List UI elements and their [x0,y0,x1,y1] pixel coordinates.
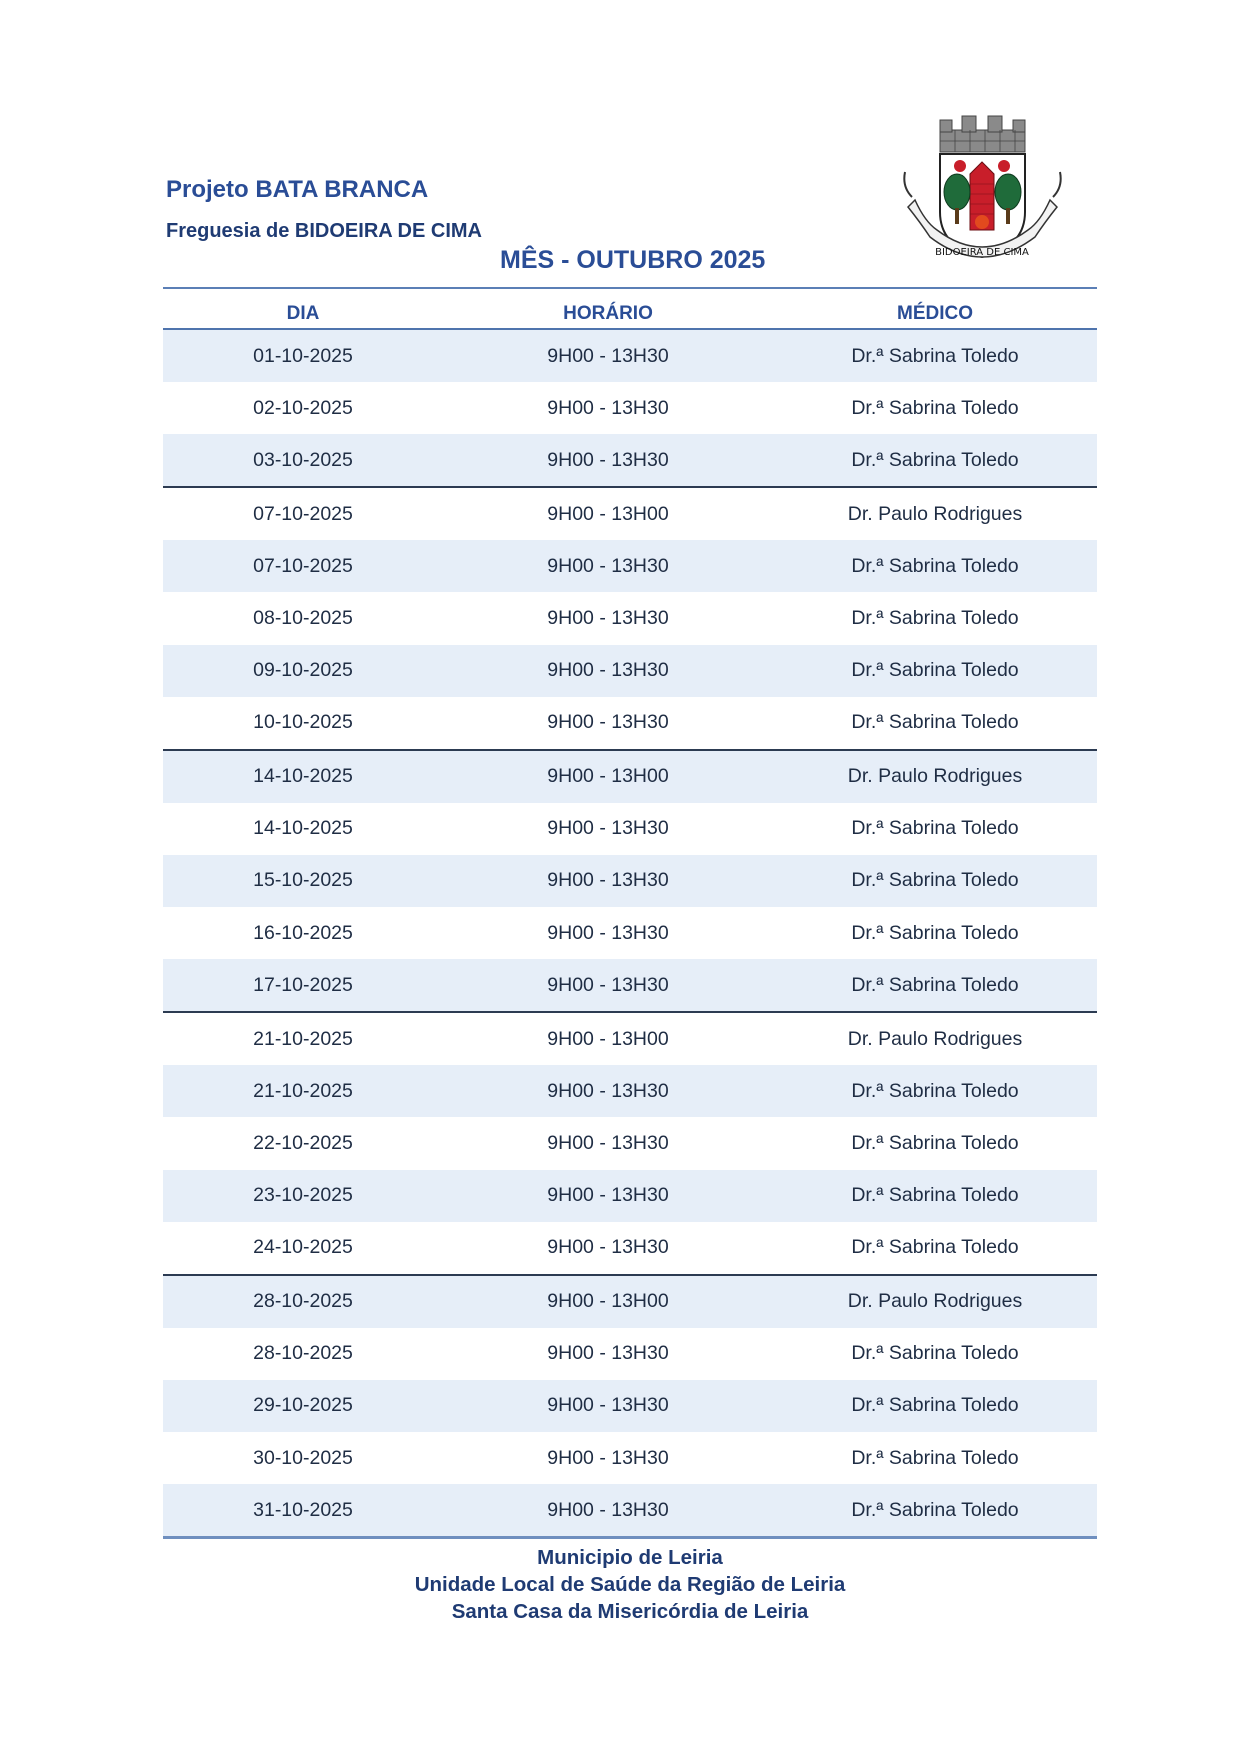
cell-dia: 14-10-2025 [253,765,353,788]
cell-medico: Dr.ª Sabrina Toledo [851,554,1019,577]
cell-horario: 9H00 - 13H30 [547,1236,669,1259]
footer-line-health-unit: Unidade Local de Saúde da Região de Leiria [414,1573,846,1596]
column-header-horario: HORÁRIO [563,303,653,324]
table-row [163,1222,1097,1274]
cell-horario: 9H00 - 13H30 [547,711,669,734]
cell-medico: Dr. Paulo Rodrigues [847,502,1023,525]
cell-horario: 9H00 - 13H30 [547,1342,669,1365]
svg-text:BIDOEIRA DE CIMA: BIDOEIRA DE CIMA [935,247,1029,258]
cell-horario: 9H00 - 13H30 [547,921,669,944]
table-row [163,697,1097,749]
cell-horario: 9H00 - 13H30 [547,1394,669,1417]
cell-dia: 03-10-2025 [253,448,353,471]
coat-of-arms-icon [900,112,1065,272]
cell-horario: 9H00 - 13H30 [547,869,669,892]
table-row [163,330,1097,382]
cell-horario: 9H00 - 13H30 [547,1498,669,1521]
cell-horario: 9H00 - 13H00 [547,1027,669,1050]
table-row [163,749,1097,803]
cell-medico: Dr.ª Sabrina Toledo [851,1079,1019,1102]
cell-horario: 9H00 - 13H30 [547,554,669,577]
cell-medico: Dr. Paulo Rodrigues [847,1290,1023,1313]
cell-dia: 14-10-2025 [253,817,353,840]
cell-medico: Dr.ª Sabrina Toledo [851,607,1019,630]
cell-horario: 9H00 - 13H00 [547,502,669,525]
cell-horario: 9H00 - 13H00 [547,765,669,788]
cell-medico: Dr.ª Sabrina Toledo [851,448,1019,471]
cell-medico: Dr.ª Sabrina Toledo [851,659,1019,682]
table-row [163,1380,1097,1432]
cell-medico: Dr.ª Sabrina Toledo [851,817,1019,840]
cell-medico: Dr.ª Sabrina Toledo [851,1184,1019,1207]
cell-dia: 30-10-2025 [253,1446,353,1469]
cell-dia: 09-10-2025 [253,659,353,682]
footer-line-municipality: Municipio de Leiria [537,1546,723,1569]
cell-medico: Dr.ª Sabrina Toledo [851,344,1019,367]
cell-dia: 21-10-2025 [253,1027,353,1050]
table-row [163,1170,1097,1222]
cell-dia: 02-10-2025 [253,396,353,419]
cell-medico: Dr.ª Sabrina Toledo [851,1394,1019,1417]
table-row [163,645,1097,697]
table-row [163,1065,1097,1117]
table-row [163,592,1097,644]
cell-horario: 9H00 - 13H30 [547,344,669,367]
cell-horario: 9H00 - 13H30 [547,396,669,419]
cell-horario: 9H00 - 13H30 [547,607,669,630]
table-row [163,803,1097,855]
cell-medico: Dr.ª Sabrina Toledo [851,1342,1019,1365]
footer-line-santa-casa: Santa Casa da Misericórdia de Leiria [451,1600,809,1623]
table-body [163,330,1097,1539]
cell-dia: 29-10-2025 [253,1394,353,1417]
cell-medico: Dr.ª Sabrina Toledo [851,1498,1019,1521]
cell-horario: 9H00 - 13H30 [547,1079,669,1102]
table-row [163,907,1097,959]
cell-horario: 9H00 - 13H30 [547,1184,669,1207]
column-header-medico: MÉDICO [897,303,973,324]
table-row [163,1117,1097,1169]
cell-dia: 28-10-2025 [253,1290,353,1313]
cell-medico: Dr.ª Sabrina Toledo [851,1236,1019,1259]
cell-horario: 9H00 - 13H00 [547,1290,669,1313]
table-row [163,959,1097,1011]
cell-horario: 9H00 - 13H30 [547,1446,669,1469]
table-row [163,540,1097,592]
cell-dia: 07-10-2025 [253,502,353,525]
cell-medico: Dr. Paulo Rodrigues [847,765,1023,788]
cell-dia: 10-10-2025 [253,711,353,734]
cell-horario: 9H00 - 13H30 [547,659,669,682]
cell-dia: 28-10-2025 [253,1342,353,1365]
cell-horario: 9H00 - 13H30 [547,448,669,471]
table-row [163,382,1097,434]
table-row [163,1484,1097,1539]
cell-dia: 24-10-2025 [253,1236,353,1259]
schedule-table [163,290,1097,1539]
cell-medico: Dr. Paulo Rodrigues [847,1027,1023,1050]
parish-subtitle: Freguesia de BIDOEIRA DE CIMA [166,220,482,242]
table-row [163,486,1097,540]
table-row [163,1328,1097,1380]
cell-horario: 9H00 - 13H30 [547,973,669,996]
cell-medico: Dr.ª Sabrina Toledo [851,1446,1019,1469]
cell-dia: 16-10-2025 [253,921,353,944]
cell-dia: 07-10-2025 [253,554,353,577]
column-header-dia: DIA [286,303,320,324]
cell-horario: 9H00 - 13H30 [547,1131,669,1154]
header-divider [163,287,1097,289]
cell-dia: 31-10-2025 [253,1498,353,1521]
cell-dia: 01-10-2025 [253,344,353,367]
table-row [163,434,1097,486]
table-row [163,1011,1097,1065]
cell-dia: 15-10-2025 [253,869,353,892]
document-title: Projeto BATA BRANCA [166,176,429,203]
cell-medico: Dr.ª Sabrina Toledo [851,396,1019,419]
table-row [163,1274,1097,1328]
table-row [163,855,1097,907]
cell-medico: Dr.ª Sabrina Toledo [851,1131,1019,1154]
cell-horario: 9H00 - 13H30 [547,817,669,840]
cell-medico: Dr.ª Sabrina Toledo [851,869,1019,892]
cell-medico: Dr.ª Sabrina Toledo [851,973,1019,996]
cell-medico: Dr.ª Sabrina Toledo [851,711,1019,734]
table-header [163,290,1097,330]
cell-dia: 21-10-2025 [253,1079,353,1102]
month-heading: MÊS - OUTUBRO 2025 [500,246,766,274]
table-row [163,1432,1097,1484]
cell-dia: 08-10-2025 [253,607,353,630]
cell-dia: 23-10-2025 [253,1184,353,1207]
cell-dia: 17-10-2025 [253,973,353,996]
cell-dia: 22-10-2025 [253,1131,353,1154]
cell-medico: Dr.ª Sabrina Toledo [851,921,1019,944]
